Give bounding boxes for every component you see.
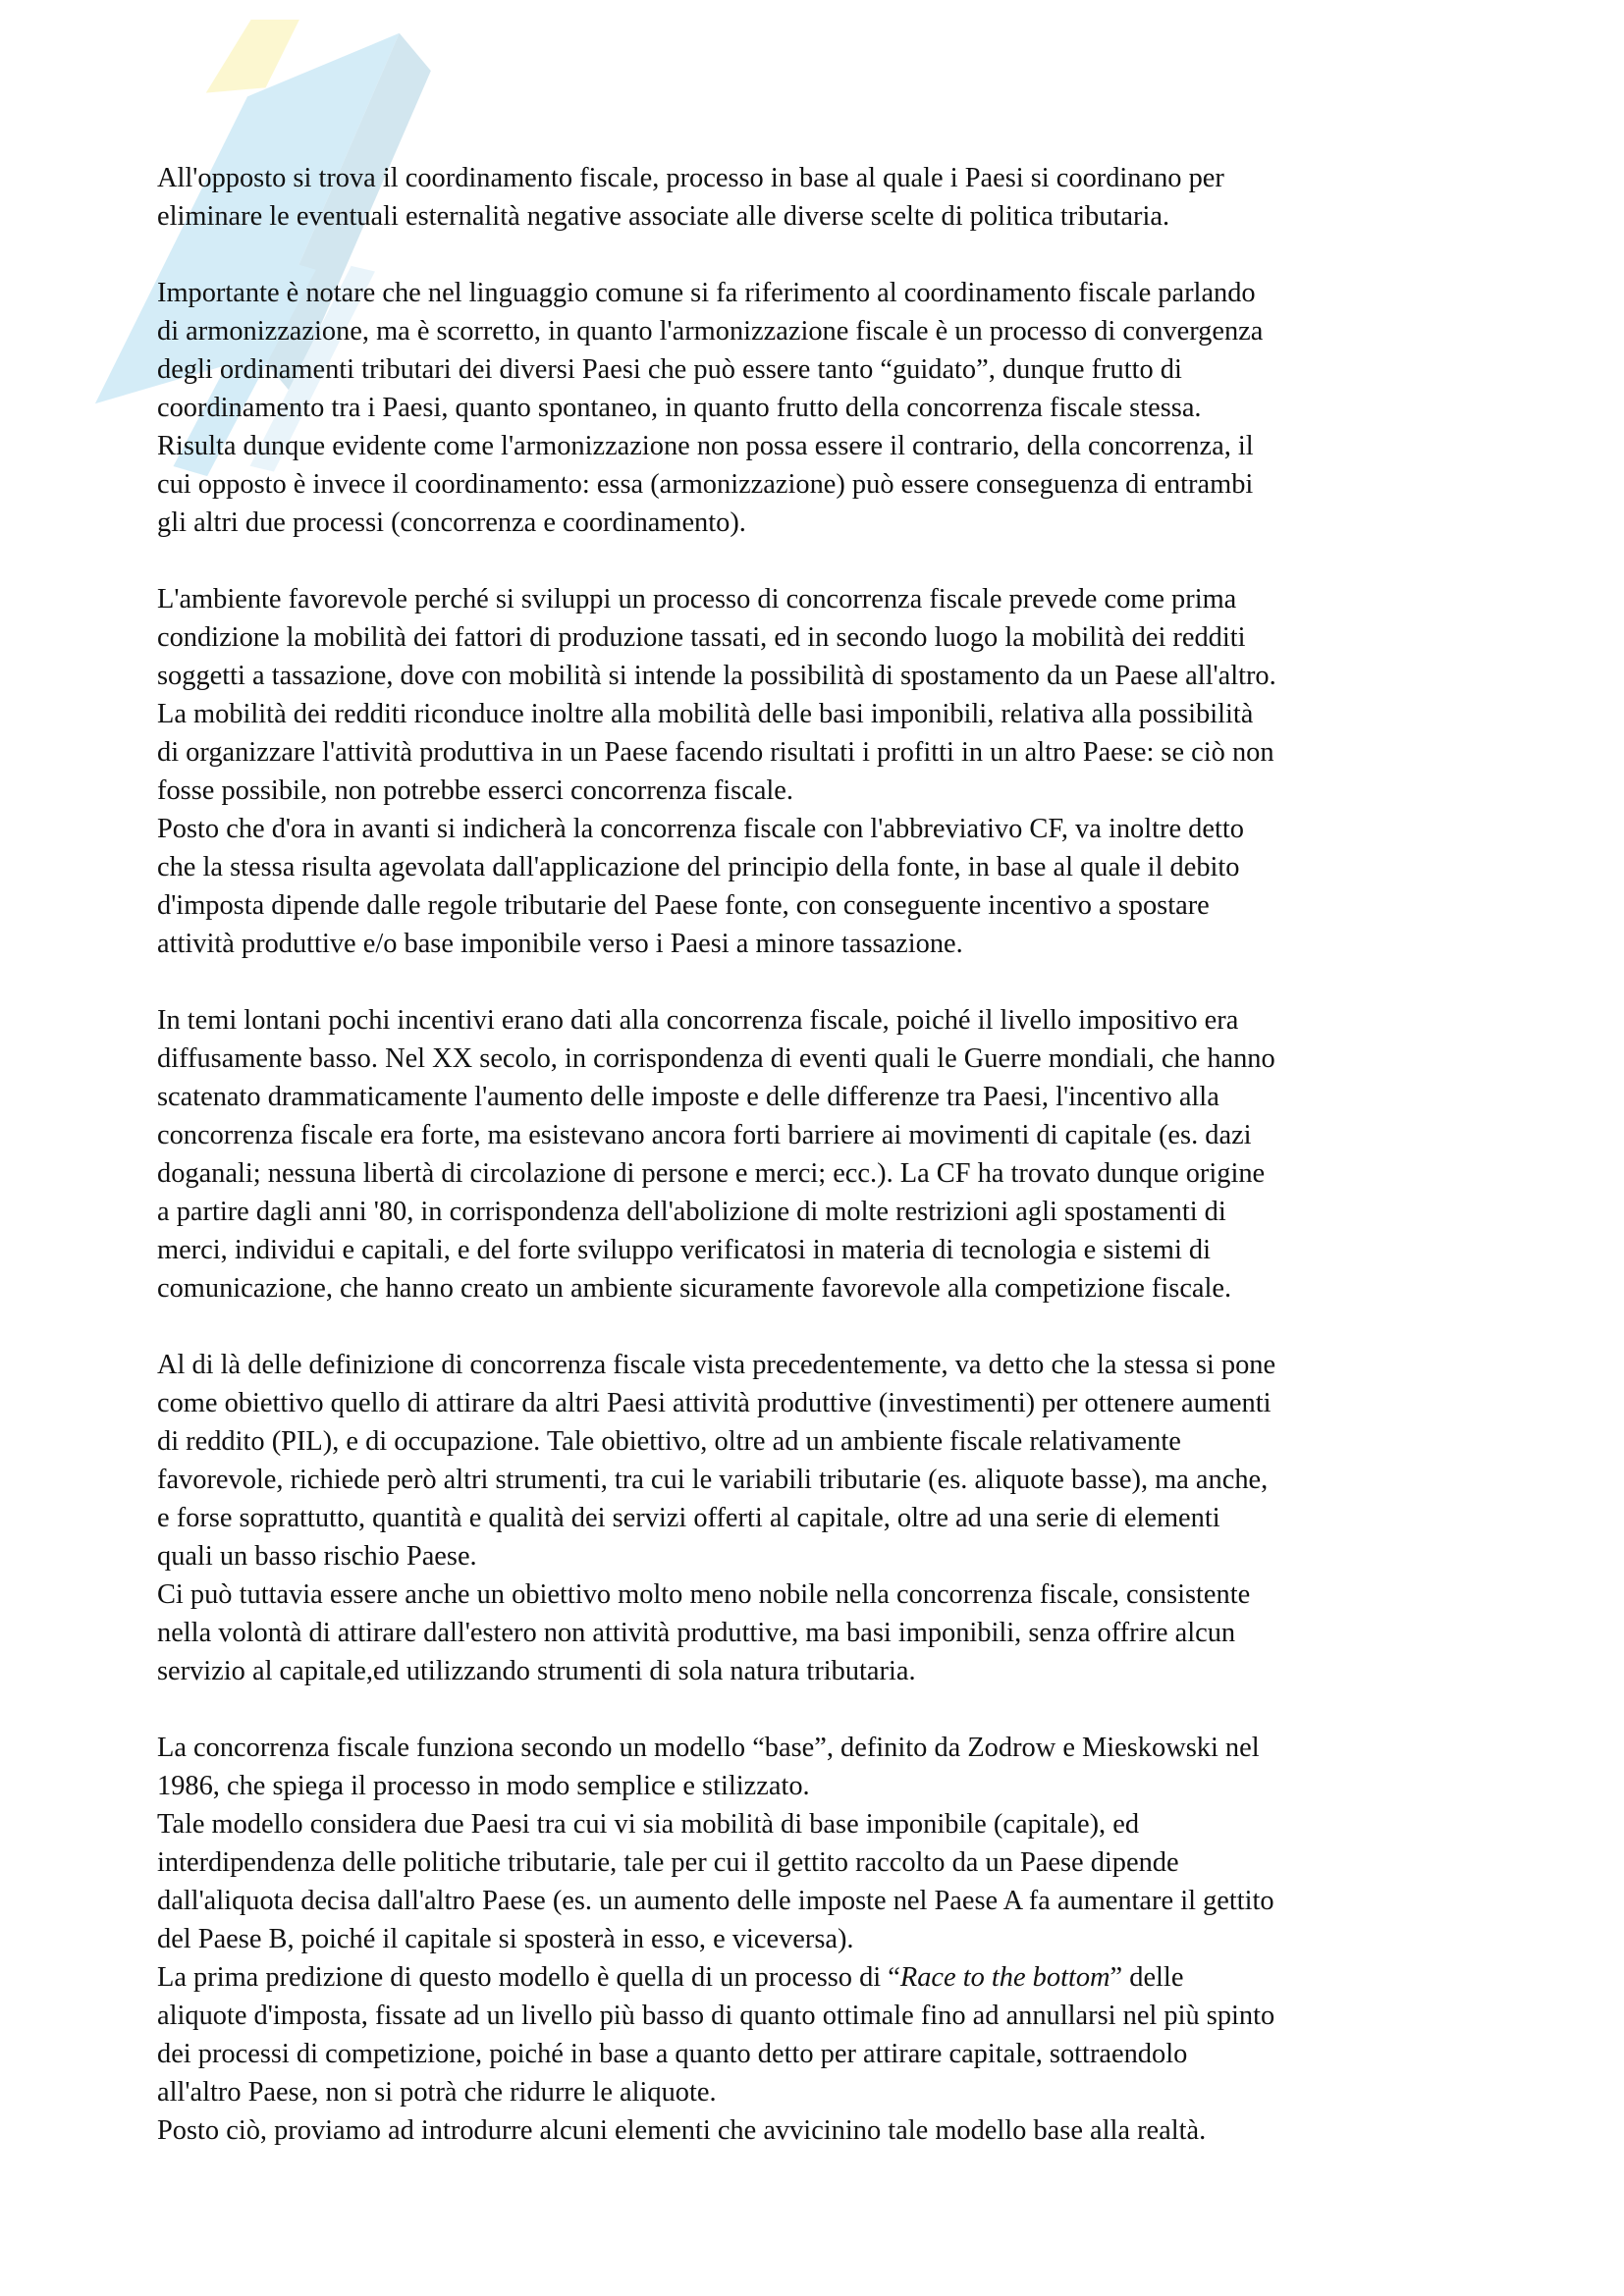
text-line: Tale modello considera due Paesi tra cui vi sia mobilità di base imponibile (capitale), ed: [157, 1809, 1140, 1840]
text-line: L'ambiente favorevole perché si sviluppi un processo di concorrenza fiscale prevede come prima: [157, 584, 1237, 614]
text-line: fosse possibile, non potrebbe esserci concorrenza fiscale.: [157, 775, 794, 806]
text-line: di armonizzazione, ma è scorretto, in quanto l'armonizzazione fiscale è un processo di convergenza: [157, 316, 1264, 347]
text-line-race-to-the-bottom: [157, 1958, 1492, 1997]
paragraph-obiettivi: [157, 1346, 1492, 1690]
text-line: coordinamento tra i Paesi, quanto spontaneo, in quanto frutto della concorrenza fiscale stessa.: [157, 393, 1202, 423]
text-line: all'altro Paese, non si potrà che ridurre le aliquote.: [157, 2077, 717, 2108]
text-line: doganali; nessuna libertà di circolazione di persone e merci; ecc.). La CF ha trovato dunque origine: [157, 1158, 1266, 1189]
text-line: attività produttive e/o base imponibile verso i Paesi a minore tassazione.: [157, 929, 963, 959]
text-line: nella volontà di attirare dall'estero non attività produttive, ma basi imponibili, senza offrire alcun: [157, 1618, 1236, 1648]
text-line: condizione la mobilità dei fattori di produzione tassati, ed in secondo luogo la mobilità dei redditi: [157, 622, 1246, 653]
paragraph-ambiente-favorevole: [157, 580, 1492, 963]
text-line: merci, individui e capitali, e del forte sviluppo verificatosi in materia di tecnologia e sistemi di: [157, 1235, 1212, 1265]
text-line: cui opposto è invece il coordinamento: essa (armonizzazione) può essere conseguenza di entrambi: [157, 469, 1254, 500]
text-line: La concorrenza fiscale funziona secondo un modello “base”, definito da Zodrow e Mieskowski nel: [157, 1733, 1260, 1763]
text-line: come obiettivo quello di attirare da altri Paesi attività produttive (investimenti) per ottenere aumenti: [157, 1388, 1272, 1418]
text-segment: La prima predizione di questo modello è quella di un processo di “: [157, 1962, 900, 1993]
italic-term: Race to the bottom: [899, 1962, 1110, 1993]
text-line: gli altri due processi (concorrenza e coordinamento).: [157, 507, 746, 538]
text-line: interdipendenza delle politiche tributarie, tale per cui il gettito raccolto da un Paese dipende: [157, 1847, 1179, 1878]
text-line: che la stessa risulta agevolata dall'applicazione del principio della fonte, in base al quale il debito: [157, 852, 1240, 882]
text-line: In temi lontani pochi incentivi erano dati alla concorrenza fiscale, poiché il livello impositivo era: [157, 1005, 1239, 1036]
text-line: dall'aliquota decisa dall'altro Paese (es. un aumento delle imposte nel Paese A fa aumentare il gettito: [157, 1886, 1274, 1916]
text-line: Al di là delle definizione di concorrenza fiscale vista precedentemente, va detto che la stessa si pone: [157, 1350, 1276, 1380]
paragraph-modello-base: [157, 1729, 1492, 2150]
text-line: aliquote d'imposta, fissate ad un livello più basso di quanto ottimale fino ad annullarsi nel più spinto: [157, 2001, 1275, 2031]
text-line: favorevole, richiede però altri strumenti, tra cui le variabili tributarie (es. aliquote basse), ma anche,: [157, 1465, 1269, 1495]
text-line: scatenato drammaticamente l'aumento delle imposte e delle differenze tra Paesi, l'incentivo alla: [157, 1082, 1219, 1112]
document-page: [157, 159, 1492, 2188]
text-line: e forse soprattutto, quantità e qualità dei servizi offerti al capitale, oltre ad una serie di elementi: [157, 1503, 1220, 1533]
text-line: Importante è notare che nel linguaggio comune si fa riferimento al coordinamento fiscale parlando: [157, 278, 1256, 308]
text-line: degli ordinamenti tributari dei diversi Paesi che può essere tanto “guidato”, dunque frutto di: [157, 354, 1182, 385]
text-line: Risulta dunque evidente come l'armonizzazione non possa essere il contrario, della concorrenza, il: [157, 431, 1254, 461]
paragraph-storia: [157, 1001, 1492, 1308]
paragraph-armonizzazione: [157, 274, 1492, 542]
text-line: d'imposta dipende dalle regole tributarie del Paese fonte, con conseguente incentivo a spostare: [157, 890, 1210, 921]
text-line: soggetti a tassazione, dove con mobilità si intende la possibilità di spostamento da un Paese all'altro.: [157, 661, 1276, 691]
text-line: a partire dagli anni '80, in corrispondenza dell'abolizione di molte restrizioni agli spostamenti di: [157, 1197, 1226, 1227]
text-line: Posto ciò, proviamo ad introdurre alcuni elementi che avvicinino tale modello base alla realtà.: [157, 2115, 1207, 2146]
text-line: concorrenza fiscale era forte, ma esistevano ancora forti barriere ai movimenti di capitale (es. dazi: [157, 1120, 1252, 1150]
text-line: eliminare le eventuali esternalità negative associate alle diverse scelte di politica tributaria.: [157, 201, 1170, 232]
text-line: quali un basso rischio Paese.: [157, 1541, 477, 1572]
text-line: comunicazione, che hanno creato un ambiente sicuramente favorevole alla competizione fiscale.: [157, 1273, 1232, 1304]
text-line: del Paese B, poiché il capitale si sposterà in esso, e viceversa).: [157, 1924, 854, 1954]
text-segment: ” delle: [1110, 1962, 1184, 1993]
text-line: Posto che d'ora in avanti si indicherà la concorrenza fiscale con l'abbreviativo CF, va inoltre detto: [157, 814, 1244, 844]
text-line: di organizzare l'attività produttiva in un Paese facendo risultati i profitti in un altro Paese: se ciò non: [157, 737, 1274, 768]
text-line: servizio al capitale,ed utilizzando strumenti di sola natura tributaria.: [157, 1656, 916, 1686]
text-line: Ci può tuttavia essere anche un obiettivo molto meno nobile nella concorrenza fiscale, consistente: [157, 1579, 1251, 1610]
paragraph-coordinamento: [157, 159, 1492, 236]
text-line: dei processi di competizione, poiché in base a quanto detto per attirare capitale, sottraendolo: [157, 2039, 1188, 2069]
text-line: 1986, che spiega il processo in modo semplice e stilizzato.: [157, 1771, 810, 1801]
text-line: All'opposto si trova il coordinamento fiscale, processo in base al quale i Paesi si coordinano per: [157, 163, 1224, 193]
text-line: La mobilità dei redditi riconduce inoltre alla mobilità delle basi imponibili, relativa alla possibilità: [157, 699, 1254, 729]
text-line: diffusamente basso. Nel XX secolo, in corrispondenza di eventi quali le Guerre mondiali, che hanno: [157, 1043, 1275, 1074]
text-line: di reddito (PIL), e di occupazione. Tale obiettivo, oltre ad un ambiente fiscale relativamente: [157, 1426, 1181, 1457]
